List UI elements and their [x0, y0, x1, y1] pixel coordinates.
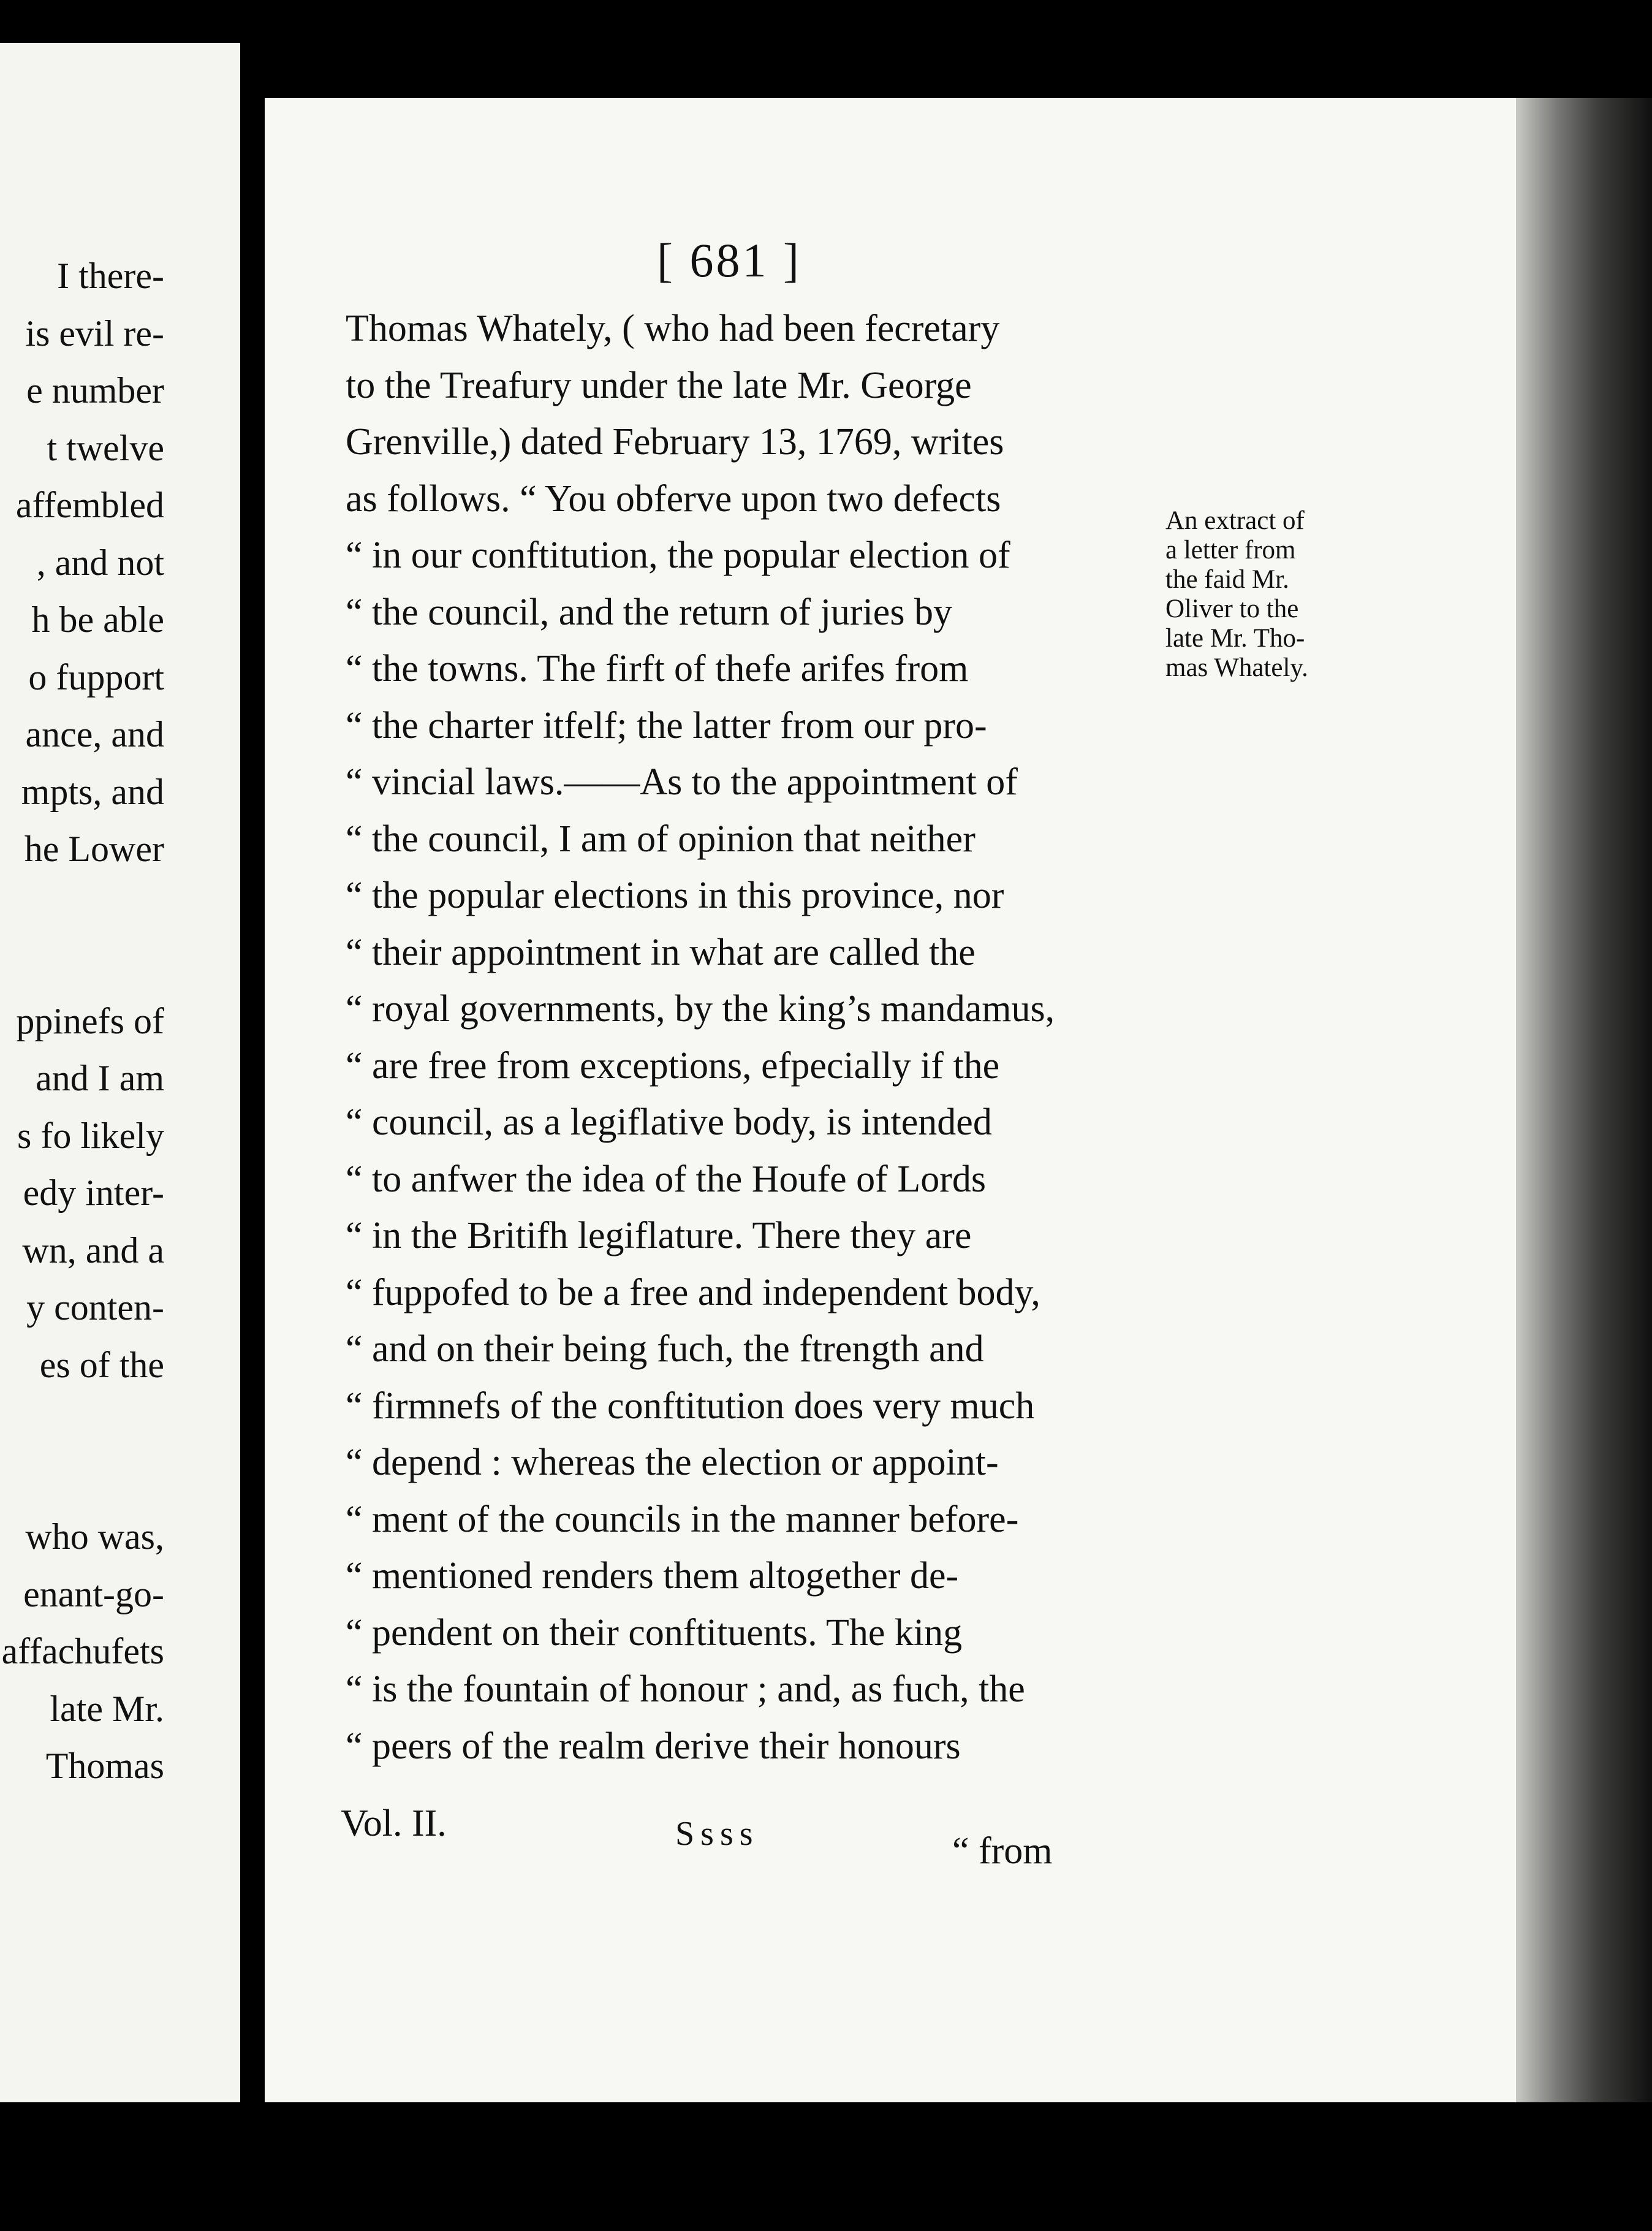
left-page-line: es of the [39, 1344, 164, 1385]
body-line: Grenville,) dated February 13, 1769, writes [346, 421, 1004, 463]
book-gutter [240, 0, 265, 2231]
left-page-line: mpts, and [21, 771, 164, 812]
body-line: “ are free from exceptions, efpecially if the [346, 1044, 1000, 1087]
body-line: “ the council, I am of opinion that neither [346, 818, 976, 860]
page-number: [ 681 ] [657, 234, 801, 287]
left-page-line: t twelve [47, 427, 164, 468]
body-line: “ the towns. The firft of thefe arifes from [346, 648, 969, 690]
body-line: “ vincial laws.——As to the appointment of [346, 761, 1018, 803]
body-line: “ firmnefs of the conftitution does very much [346, 1385, 1035, 1427]
body-line: “ royal governments, by the king’s mandamus, [346, 988, 1055, 1030]
scan-border [0, 2102, 1652, 2231]
body-line: “ depend : whereas the election or appoint- [346, 1442, 999, 1483]
left-page-line: h be able [31, 599, 164, 640]
footer-volume: Vol. II. [341, 1803, 447, 1844]
body-line: as follows. “ You obferve upon two defects [346, 477, 1001, 520]
body-line: to the Treafury under the late Mr. George [346, 364, 972, 406]
left-page-line: , and not [36, 542, 164, 583]
left-page-line: is evil re- [25, 313, 164, 354]
body-line: “ mentioned renders them altogether de- [346, 1555, 959, 1597]
left-page-line: he Lower [24, 829, 164, 869]
left-page-line: o fupport [28, 656, 164, 697]
left-page-line: affembled [15, 485, 164, 525]
body-line: “ ment of the councils in the manner before- [346, 1498, 1019, 1540]
left-page-line: edy inter- [23, 1173, 164, 1213]
left-page-line: ance, and [25, 714, 164, 754]
left-page-line: e number [26, 370, 164, 411]
body-line: “ pendent on their conftituents. The king [346, 1611, 963, 1654]
body-line: “ council, as a legiflative body, is intended [346, 1101, 992, 1143]
body-line: “ and on their being fuch, the ftrength and [346, 1328, 984, 1370]
margin-note: An extract of a letter from the faid Mr. Oliver to the late Mr. Tho- mas Whately. [1165, 506, 1308, 682]
left-page-line: wn, and a [22, 1230, 164, 1271]
left-page-line: I there- [57, 256, 164, 296]
body-line: “ fuppofed to be a free and independent body, [346, 1271, 1040, 1313]
body-line: “ in the Britifh legiflature. There they are [346, 1215, 972, 1256]
page-edge-shadow [1516, 98, 1652, 2102]
left-page-line: ppinefs of [16, 1000, 164, 1041]
left-page-line: y conten- [26, 1287, 164, 1328]
body-line: “ is the fountain of honour ; and, as fuch, the [346, 1668, 1025, 1710]
body-line: “ the council, and the return of juries by [346, 591, 952, 633]
left-page-line: who was, [25, 1516, 164, 1557]
body-line: “ peers of the realm derive their honours [346, 1725, 961, 1767]
left-page-line: enant-go- [23, 1573, 164, 1614]
left-page-line: late Mr. [50, 1688, 164, 1729]
left-page [0, 43, 240, 2139]
body-line: “ to anfwer the idea of the Houfe of Lords [346, 1158, 986, 1200]
body-line: “ the popular elections in this province, nor [346, 875, 1004, 916]
left-page-line: and I am [36, 1058, 164, 1098]
body-line: “ the charter itfelf; the latter from our pro- [346, 704, 987, 747]
footer-signature: Ssss [675, 1815, 759, 1853]
left-page-line: affachufets [1, 1631, 164, 1671]
left-page-line: s fo likely [17, 1115, 164, 1156]
body-line: Thomas Whately, ( who had been fecretary [346, 308, 1000, 349]
left-page-line: Thomas [45, 1746, 164, 1786]
body-line: “ their appointment in what are called the [346, 931, 976, 973]
footer-catchword: “ from [952, 1830, 1053, 1872]
body-line: “ in our conftitution, the popular election of [346, 534, 1010, 576]
